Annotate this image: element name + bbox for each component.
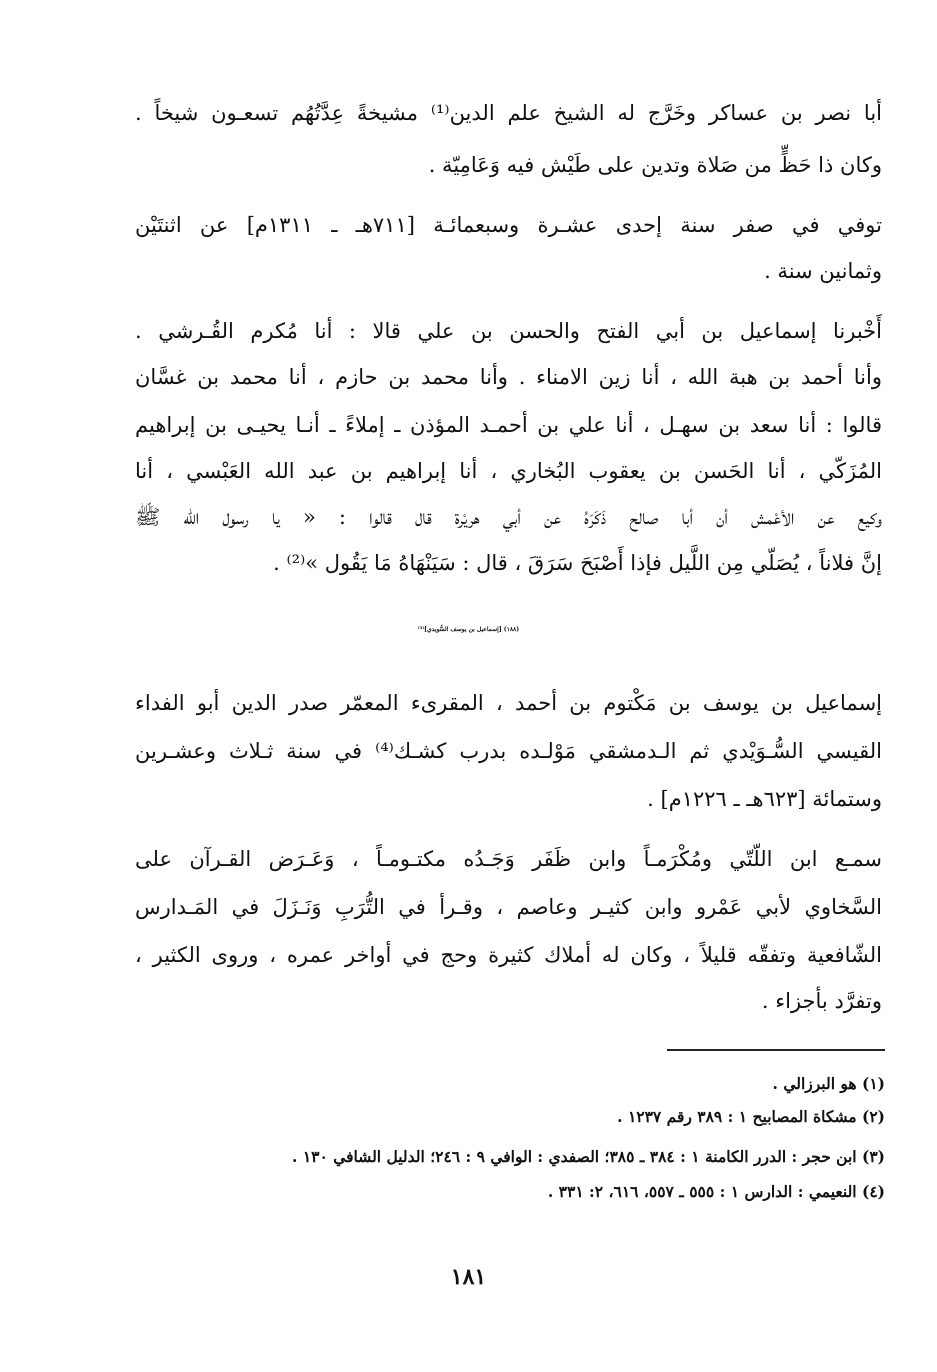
- entry-heading: (١٨٨) [إسماعيل بن يوسف السُّويدي]⁽³⁾: [417, 626, 520, 633]
- body-line-11: إسماعيل بن يوسف بن مَكْتوم بن أحمد ، المقرىء المعمّر صدر الدين أبو الفداء: [135, 691, 882, 715]
- body-line-12: القيسي السُّـوَيْدي ثم الـدمشقي مَوْلـده بدرب كشـك⁽⁴⁾ في سنة ثـلاث وعشـرين: [135, 739, 882, 763]
- body-line-5: أَخْبرنا إسماعيل بن أبي الفتح والحسن بن علي قالا : أنا مُكرم القُـرشي .: [135, 319, 882, 343]
- footnote-2: (٢) مشكاة المصابيح ١ : ٣٨٩ رقم ١٢٣٧ .: [617, 1107, 885, 1126]
- body-line-3: توفي في صفر سنة إحدى عشـرة وسبعمائـة [٧١١هـ ـ ١٣١١م] عن اثنتَيْن: [135, 213, 882, 237]
- body-line-6: وأنا أحمد بن هبة الله ، أنا زين الامناء . وأنا محمد بن حازم ، أنا محمد بن غسَّان: [135, 365, 882, 389]
- footnote-separator: [667, 1049, 885, 1051]
- body-line-14: سمـع ابن اللّتّي ومُكْرَمـاً وابن ظَفَر وَجَـدُه مكتـومـاً ، وَعَـرَض القـرآن على: [135, 847, 882, 871]
- body-line-17: وتفرَّد بأجزاء .: [761, 989, 882, 1013]
- body-line-9: وكيع عن الأعْمش أن أبا صالح ذَكَرَهُ عن أبي هريْرة قال قالوا : « يا رسول الله ﷺ: [135, 505, 882, 529]
- body-line-15: السَّخاوي لأبي عَمْرو وابن كثيـر وعاصم ، وقـرأ في التُّرَبِ وَنَـزَلَ في المَـدارس: [135, 895, 882, 919]
- footnote-1: (١) هو البرزالي .: [772, 1074, 885, 1093]
- body-line-7: قالوا : أنا سعد بن سهـل ، أنا علي بن أحمـد المؤذن ـ إملاءً ـ أنـا يحيـى بن إبراهيم: [135, 413, 882, 437]
- footnote-3: (٣) ابن حجر : الدرر الكامنة ١ : ٣٨٤ ـ ٣٨٥؛ الصفدي : الوافي ٩ : ٢٤٦؛ الدليل الشافي ١٣٠ .: [292, 1147, 885, 1166]
- body-line-13: وستمائة [٦٢٣هـ ـ ١٢٢٦م] .: [647, 787, 882, 811]
- body-line-2: وكان ذا حَظٍّ من صَلاة وتدين على طَيْش فيه وَعَامِيّة .: [428, 153, 882, 177]
- body-line-16: الشّافعية وتفقّه قليلاً ، وكان له أملاك كثيرة وحج في أواخر عمره ، وروى الكثير ،: [135, 943, 882, 967]
- body-line-1: أبا نصر بن عساكر وخَرَّج له الشيخ علم الدين⁽¹⁾ مشيخةً عِدَّتُهُم تسعـون شيخاً .: [135, 101, 882, 125]
- body-line-4: وثمانين سنة .: [764, 259, 882, 283]
- body-line-8: المُزَكّي ، أنا الحَسن بن يعقوب البُخاري ، أنا إبراهيم بن عبد الله العَبْسي ، أنا: [135, 459, 882, 483]
- footnote-4: (٤) النعيمي : الدارس ١ : ٥٥٥ ـ ٥٥٧، ٦١٦، ٢: ٣٣١ .: [547, 1182, 885, 1201]
- page-number: ١٨١: [450, 1264, 487, 1290]
- body-line-10: إنَّ فلاناً ، يُصَلّي مِن اللَّيل فإذا أَصْبَحَ سَرَقَ ، قال : سَيَنْهَاهُ مَا يَقُول »⁽²⁾ .: [273, 551, 882, 575]
